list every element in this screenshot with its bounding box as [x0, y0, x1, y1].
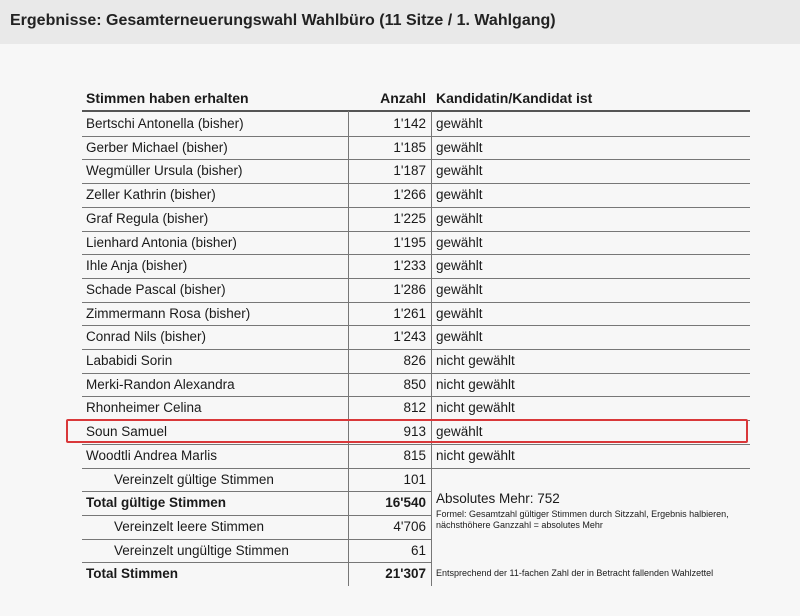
- row-label: Lababidi Sorin: [86, 353, 173, 368]
- table-row: [82, 325, 750, 349]
- title-bar: [0, 0, 800, 44]
- column-rule: [431, 111, 432, 586]
- row-result: gewählt: [436, 187, 483, 203]
- table-row: [82, 207, 750, 231]
- row-count: 21'307: [385, 566, 426, 582]
- row-result: gewählt: [436, 210, 483, 226]
- row-label: Conrad Nils (bisher): [86, 329, 207, 345]
- table-row: [82, 373, 750, 397]
- table-row: [82, 349, 750, 373]
- row-label: Bertschi Antonella (bisher): [86, 116, 244, 131]
- row-label: Gerber Michael (bisher): [86, 139, 228, 155]
- row-count: 4'706: [393, 518, 426, 534]
- row-count: 812: [403, 400, 426, 416]
- row-label: Schade Pascal (bisher): [86, 281, 226, 297]
- table-row: [82, 539, 750, 563]
- row-count: 16'540: [385, 495, 426, 511]
- row-count: 1'233: [393, 258, 426, 274]
- table-row: [82, 136, 750, 160]
- formel-note: Formel: Gesamtzahl gültiger Stimmen durch Sitzzahl, Ergebnis halbieren, nächsthöhere Ganzzahl = absolutes Mehr: [436, 509, 729, 531]
- table-row: [82, 396, 750, 420]
- row-count: 1'185: [393, 139, 426, 155]
- row-label: Graf Regula (bisher): [86, 210, 209, 226]
- table-row: [82, 183, 750, 207]
- row-result: gewählt: [436, 424, 483, 440]
- column-rule: [348, 111, 349, 586]
- row-count: 826: [403, 353, 426, 368]
- table-row: [82, 112, 750, 136]
- table-row: [82, 302, 750, 326]
- row-label: Total gültige Stimmen: [86, 495, 227, 511]
- header-result: Kandidatin/Kandidat ist: [436, 90, 593, 106]
- row-label: Woodtli Andrea Marlis: [86, 447, 218, 463]
- table-row: [82, 444, 750, 468]
- table-row: [82, 254, 750, 278]
- row-count: 1'142: [393, 116, 426, 131]
- row-label: Zimmermann Rosa (bisher): [86, 305, 251, 321]
- row-count: 101: [403, 471, 426, 487]
- row-label: Ihle Anja (bisher): [86, 258, 188, 274]
- row-count: 850: [403, 376, 426, 392]
- footnote: Entsprechend der 11-fachen Zahl der in Betracht fallenden Wahlzettel: [436, 568, 714, 579]
- row-label: Vereinzelt ungültige Stimmen: [114, 542, 289, 558]
- row-label: Vereinzelt leere Stimmen: [114, 518, 265, 534]
- row-result: nicht gewählt: [436, 353, 515, 368]
- table-row: [82, 278, 750, 302]
- row-result: gewählt: [436, 139, 483, 155]
- row-count: 1'225: [393, 210, 426, 226]
- row-result: gewählt: [436, 234, 483, 250]
- row-count: 1'286: [393, 281, 426, 297]
- table-row: [82, 468, 750, 492]
- row-label: Wegmüller Ursula (bisher): [86, 163, 243, 179]
- page-title: Ergebnisse: Gesamterneuerungswahl Wahlbüro (11 Sitze / 1. Wahlgang): [10, 12, 556, 29]
- row-result: gewählt: [436, 305, 483, 321]
- row-label: Soun Samuel: [86, 424, 168, 440]
- absolutes-mehr: Absolutes Mehr: 752: [436, 491, 560, 507]
- row-label: Merki-Randon Alexandra: [86, 376, 235, 392]
- row-label: Total Stimmen: [86, 566, 179, 582]
- row-result: nicht gewählt: [436, 447, 515, 463]
- header-name: Stimmen haben erhalten: [86, 90, 249, 106]
- row-label: Rhonheimer Celina: [86, 400, 202, 416]
- table-row: [82, 159, 750, 183]
- table-row: [82, 515, 750, 539]
- row-result: nicht gewählt: [436, 376, 515, 392]
- row-result: gewählt: [436, 329, 483, 345]
- row-label: Lienhard Antonia (bisher): [86, 234, 237, 250]
- row-result: nicht gewählt: [436, 400, 515, 416]
- row-count: 815: [403, 447, 426, 463]
- row-count: 1'266: [393, 187, 426, 203]
- row-count: 61: [410, 542, 426, 558]
- row-label: Vereinzelt gültige Stimmen: [114, 471, 274, 487]
- row-count: 1'187: [393, 163, 426, 179]
- highlight-box: [66, 419, 748, 443]
- row-result: gewählt: [436, 258, 483, 274]
- row-label: Zeller Kathrin (bisher): [86, 187, 216, 203]
- row-count: 1'195: [393, 234, 426, 250]
- row-result: gewählt: [436, 163, 483, 179]
- row-result: gewählt: [436, 281, 483, 297]
- header-count: Anzahl: [380, 90, 426, 106]
- row-count: 1'243: [393, 329, 426, 345]
- table-row: [82, 562, 750, 586]
- row-result: gewählt: [436, 116, 483, 131]
- row-count: 913: [403, 424, 426, 440]
- table-row: [82, 231, 750, 255]
- row-count: 1'261: [393, 305, 426, 321]
